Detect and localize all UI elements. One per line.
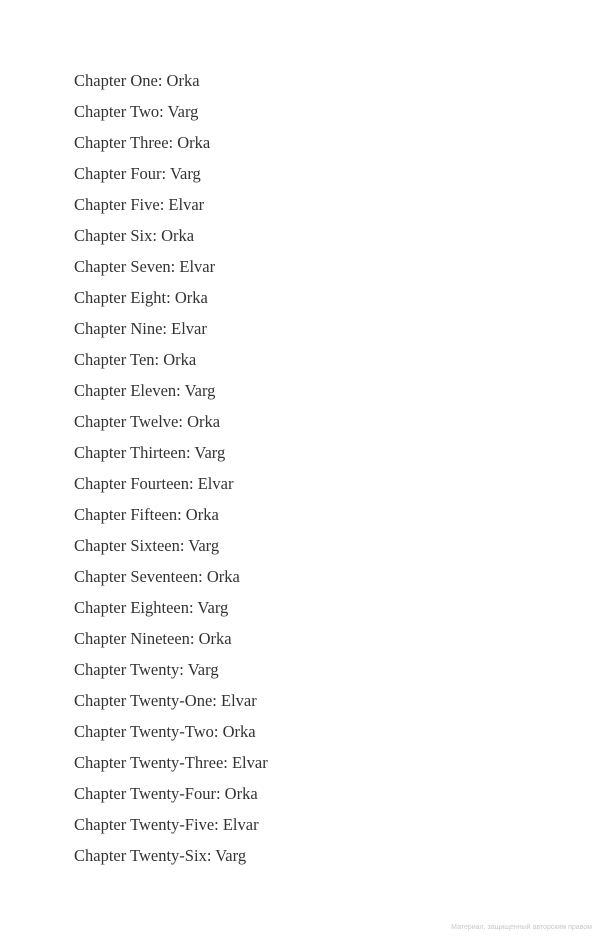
toc-item-chapter-12[interactable]: Chapter Twelve: Orka <box>74 412 221 431</box>
table-of-contents <box>74 69 268 875</box>
toc-item-chapter-2[interactable]: Chapter Two: Varg <box>74 102 199 121</box>
toc-item-chapter-20[interactable]: Chapter Twenty: Varg <box>74 660 219 679</box>
toc-item-chapter-21[interactable]: Chapter Twenty-One: Elvar <box>74 691 257 710</box>
toc-item-chapter-17[interactable]: Chapter Seventeen: Orka <box>74 567 240 586</box>
toc-item-chapter-24[interactable]: Chapter Twenty-Four: Orka <box>74 784 258 803</box>
toc-item-chapter-11[interactable]: Chapter Eleven: Varg <box>74 381 216 400</box>
toc-item-chapter-6[interactable]: Chapter Six: Orka <box>74 226 195 245</box>
toc-item-chapter-15[interactable]: Chapter Fifteen: Orka <box>74 505 219 524</box>
toc-item-chapter-9[interactable]: Chapter Nine: Elvar <box>74 319 207 338</box>
toc-item-chapter-14[interactable]: Chapter Fourteen: Elvar <box>74 474 234 493</box>
toc-item-chapter-7[interactable]: Chapter Seven: Elvar <box>74 257 216 276</box>
toc-item-chapter-19[interactable]: Chapter Nineteen: Orka <box>74 629 232 648</box>
toc-item-chapter-22[interactable]: Chapter Twenty-Two: Orka <box>74 722 256 741</box>
toc-item-chapter-8[interactable]: Chapter Eight: Orka <box>74 288 208 307</box>
toc-item-chapter-1[interactable]: Chapter One: Orka <box>74 71 200 90</box>
toc-item-chapter-23[interactable]: Chapter Twenty-Three: Elvar <box>74 753 268 772</box>
toc-item-chapter-5[interactable]: Chapter Five: Elvar <box>74 195 205 214</box>
toc-item-chapter-4[interactable]: Chapter Four: Varg <box>74 164 201 183</box>
copyright-watermark: Материал, защищенный авторским правом <box>451 924 592 931</box>
toc-item-chapter-13[interactable]: Chapter Thirteen: Varg <box>74 443 226 462</box>
toc-item-chapter-16[interactable]: Chapter Sixteen: Varg <box>74 536 220 555</box>
toc-item-chapter-10[interactable]: Chapter Ten: Orka <box>74 350 197 369</box>
toc-item-chapter-3[interactable]: Chapter Three: Orka <box>74 133 211 152</box>
toc-item-chapter-25[interactable]: Chapter Twenty-Five: Elvar <box>74 815 259 834</box>
toc-item-chapter-18[interactable]: Chapter Eighteen: Varg <box>74 598 229 617</box>
toc-item-chapter-26[interactable]: Chapter Twenty-Six: Varg <box>74 846 247 865</box>
